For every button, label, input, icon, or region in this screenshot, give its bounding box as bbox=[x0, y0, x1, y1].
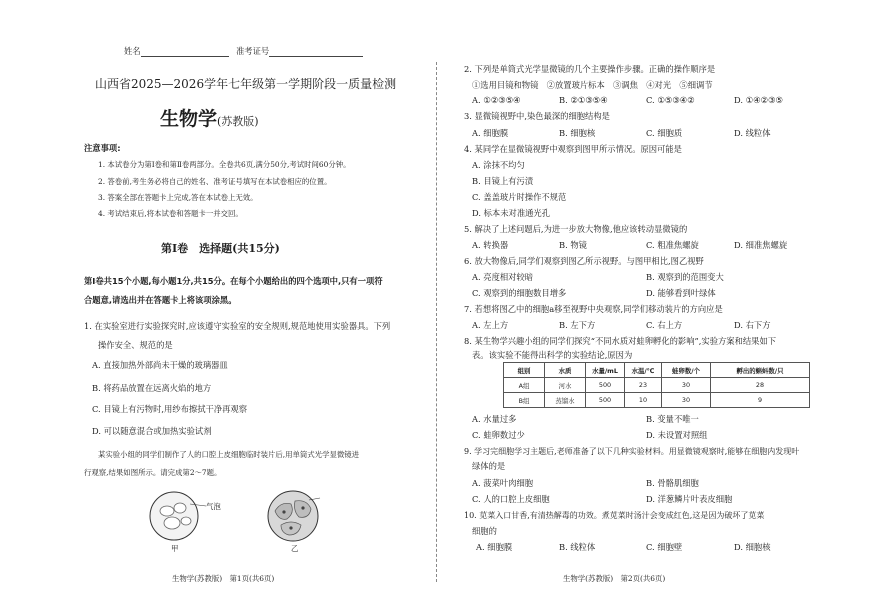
q3-stem: 3. 显微镜视野中,染色最深的细胞结构是 bbox=[464, 111, 610, 121]
q2-option-c: C. ①⑤③④② bbox=[646, 95, 695, 105]
right-footer: 生物学(苏教版) 第2页(共6页) bbox=[563, 574, 666, 583]
q8-option-d: D. 未设置对照组 bbox=[646, 430, 708, 440]
q8-option-a: A. 水量过多 bbox=[472, 414, 517, 424]
table-header-cell: 孵出的蝌蚪数/只 bbox=[711, 363, 810, 378]
q6-stem: 6. 放大物像后,同学们观察到图乙所示视野。与图甲相比,图乙视野 bbox=[464, 256, 704, 266]
q9-option-c: C. 人的口腔上皮细胞 bbox=[472, 494, 550, 504]
q6-option-b: B. 观察到的范围变大 bbox=[646, 272, 724, 282]
q5-option-a: A. 转换器 bbox=[472, 240, 509, 250]
q5-option-b: B. 物镜 bbox=[559, 240, 587, 250]
q2-steps: ①选用目镜和物镜 ②放置玻片标本 ③调焦 ④对光 ⑤细调节 bbox=[472, 80, 713, 90]
q1-option-b: B. 将药品放置在远离火焰的地方 bbox=[92, 383, 212, 393]
q10-option-c: C. 细胞壁 bbox=[646, 542, 683, 552]
exam-no-blank bbox=[269, 48, 363, 57]
table-header-cell: 水量/mL bbox=[586, 363, 625, 378]
table-cell: 23 bbox=[625, 378, 662, 393]
q6-option-d: D. 能够看到叶绿体 bbox=[646, 288, 716, 298]
q3-option-a: A. 细胞膜 bbox=[472, 128, 509, 138]
passage-line-1: 某实验小组的同学们制作了人的口腔上皮细胞临时装片后,用单筒式光学显微镜进 bbox=[98, 450, 360, 459]
table-row bbox=[504, 393, 810, 408]
q9-option-b: B. 骨骼肌细胞 bbox=[646, 478, 699, 488]
q10-option-b: B. 线粒体 bbox=[559, 542, 596, 552]
experiment-table bbox=[503, 362, 810, 408]
subject-edition: (苏教版) bbox=[217, 115, 259, 128]
table-cell: 蒸馏水 bbox=[545, 393, 586, 408]
name-blank bbox=[141, 48, 229, 57]
q4-option-a: A. 涂抹不均匀 bbox=[472, 160, 525, 170]
q1-option-d: D. 可以随意混合或加热实验试剂 bbox=[92, 426, 212, 436]
name-label: 姓名 bbox=[124, 46, 141, 56]
q7-option-b: B. 左下方 bbox=[559, 320, 596, 330]
table-cell: 30 bbox=[662, 378, 711, 393]
q10-stem-line-1: 10. 苋菜入口甘香,有清热解毒的功效。煮苋菜时汤汁会变成红色,这是因为破坏了苋菜 bbox=[464, 511, 765, 520]
q3-option-c: C. 细胞质 bbox=[646, 128, 683, 138]
subject-title bbox=[160, 107, 259, 134]
q3-option-b: B. 细胞核 bbox=[559, 128, 596, 138]
part-instructions-line-1: 第Ⅰ卷共15个小题,每小题1分,共15分。在每个小题给出的四个选项中,只有一项符 bbox=[84, 276, 383, 286]
q9-stem-line-2: 绿体的是 bbox=[472, 461, 506, 471]
q1-option-c: C. 目镜上有污物时,用纱布擦拭干净再观察 bbox=[92, 404, 248, 414]
q8-option-b: B. 变量不唯一 bbox=[646, 414, 699, 424]
q5-stem: 5. 解决了上述问题后,为进一步放大物像,他应该转动显微镜的 bbox=[464, 224, 688, 234]
q8-stem-line-2: 表。该实验不能得出科学的实验结论,原因为 bbox=[472, 350, 633, 360]
table-cell: 河水 bbox=[545, 378, 586, 393]
q2-option-a: A. ①②③⑤④ bbox=[472, 95, 521, 105]
figure-yi bbox=[265, 489, 325, 543]
q1-option-a: A. 直接加热外部尚未干燥的玻璃器皿 bbox=[92, 360, 228, 370]
table-header-row bbox=[504, 363, 810, 378]
q4-stem: 4. 某同学在显微镜视野中观察到图甲所示情况。原因可能是 bbox=[464, 144, 682, 154]
table-header-cell: 水质 bbox=[545, 363, 586, 378]
q4-option-b: B. 目镜上有污渍 bbox=[472, 176, 534, 186]
table-cell: 500 bbox=[586, 378, 625, 393]
q7-option-a: A. 左上方 bbox=[472, 320, 509, 330]
q10-stem-line-2: 细胞的 bbox=[472, 526, 497, 536]
table-header-cell: 水温/℃ bbox=[625, 363, 662, 378]
figure-label-yi: 乙 bbox=[291, 544, 299, 553]
table-cell: 500 bbox=[586, 393, 625, 408]
q8-stem-line-1: 8. 某生物学兴趣小组的同学们探究“不同水质对蛙卵孵化的影响”,实验方案和结果如下 bbox=[464, 336, 777, 346]
note-2: 2. 答卷前,考生务必将自己的姓名、准考证号填写在本试卷相应的位置。 bbox=[98, 177, 332, 186]
notes-title: 注意事项: bbox=[84, 143, 121, 153]
exam-no-label: 准考证号 bbox=[236, 46, 270, 56]
left-page bbox=[0, 0, 430, 615]
q10-option-d: D. 细胞核 bbox=[734, 542, 771, 552]
q4-option-d: D. 标本未对准通光孔 bbox=[472, 208, 551, 218]
subject-name: 生物学 bbox=[160, 108, 218, 130]
exam-title: 山西省2025—2026学年七年级第一学期阶段一质量检测 bbox=[95, 77, 397, 91]
note-4: 4. 考试结束后,将本试卷和答题卡一并交回。 bbox=[98, 209, 243, 218]
q1-stem-line-1: 1. 在实验室进行实验探究时,应该遵守实验室的安全规则,规范地使用实验器具。下列 bbox=[84, 321, 391, 331]
note-1: 1. 本试卷分为第Ⅰ卷和第Ⅱ卷两部分。全卷共6页,满分50分,考试时间60分钟。 bbox=[98, 160, 351, 169]
table-header-cell: 蛙卵数/个 bbox=[662, 363, 711, 378]
q9-option-d: D. 洋葱鳞片叶表皮细胞 bbox=[646, 494, 733, 504]
q1-stem-line-2: 操作安全、规范的是 bbox=[98, 340, 173, 350]
name-field bbox=[124, 46, 229, 57]
figure-jia bbox=[148, 490, 208, 542]
q7-option-d: D. 右下方 bbox=[734, 320, 771, 330]
passage-line-2: 行观察,结果如图所示。请完成第2～7题。 bbox=[84, 468, 222, 477]
q2-option-b: B. ②①③⑤④ bbox=[559, 95, 608, 105]
figure-label-bubble: 气泡 bbox=[206, 502, 221, 511]
q2-option-d: D. ①④②③⑤ bbox=[734, 95, 783, 105]
q4-option-c: C. 盖盖玻片时操作不规范 bbox=[472, 192, 567, 202]
q9-option-a: A. 菠菜叶肉细胞 bbox=[472, 478, 534, 488]
q2-stem: 2. 下列是单筒式光学显微镜的几个主要操作步骤。正确的操作顺序是 bbox=[464, 64, 716, 74]
page-divider bbox=[436, 62, 437, 582]
q7-option-c: C. 右上方 bbox=[646, 320, 683, 330]
table-row bbox=[504, 378, 810, 393]
q6-option-c: C. 观察到的细胞数目增多 bbox=[472, 288, 567, 298]
q7-stem: 7. 若想将图乙中的细胞a移至视野中央观察,同学们移动装片的方向应是 bbox=[464, 304, 723, 314]
table-cell: 9 bbox=[711, 393, 810, 408]
note-3: 3. 答案全部在答题卡上完成,答在本试卷上无效。 bbox=[98, 193, 258, 202]
q5-option-c: C. 粗准焦螺旋 bbox=[646, 240, 699, 250]
table-cell: A组 bbox=[504, 378, 545, 393]
table-cell: 30 bbox=[662, 393, 711, 408]
q6-option-a: A. 亮度相对较暗 bbox=[472, 272, 534, 282]
table-cell: B组 bbox=[504, 393, 545, 408]
q5-option-d: D. 细准焦螺旋 bbox=[734, 240, 788, 250]
exam-no-field bbox=[236, 46, 363, 57]
q8-option-c: C. 蛙卵数过少 bbox=[472, 430, 525, 440]
q10-option-a: A. 细胞膜 bbox=[476, 542, 513, 552]
part-title: 第Ⅰ卷 选择题(共15分) bbox=[161, 242, 280, 255]
figure-label-jia: 甲 bbox=[171, 544, 179, 553]
table-cell: 28 bbox=[711, 378, 810, 393]
q3-option-d: D. 线粒体 bbox=[734, 128, 771, 138]
table-header-cell: 组别 bbox=[504, 363, 545, 378]
right-page bbox=[445, 0, 870, 615]
q9-stem-line-1: 9. 学习完细胞学习主题后,老师准备了以下几种实验材料。用显微镜观察时,能够在细胞内发现叶 bbox=[464, 447, 800, 456]
left-footer: 生物学(苏教版) 第1页(共6页) bbox=[172, 574, 275, 583]
part-instructions-line-2: 合题意,请选出并在答题卡上将该项涂黑。 bbox=[84, 295, 237, 305]
table-cell: 10 bbox=[625, 393, 662, 408]
